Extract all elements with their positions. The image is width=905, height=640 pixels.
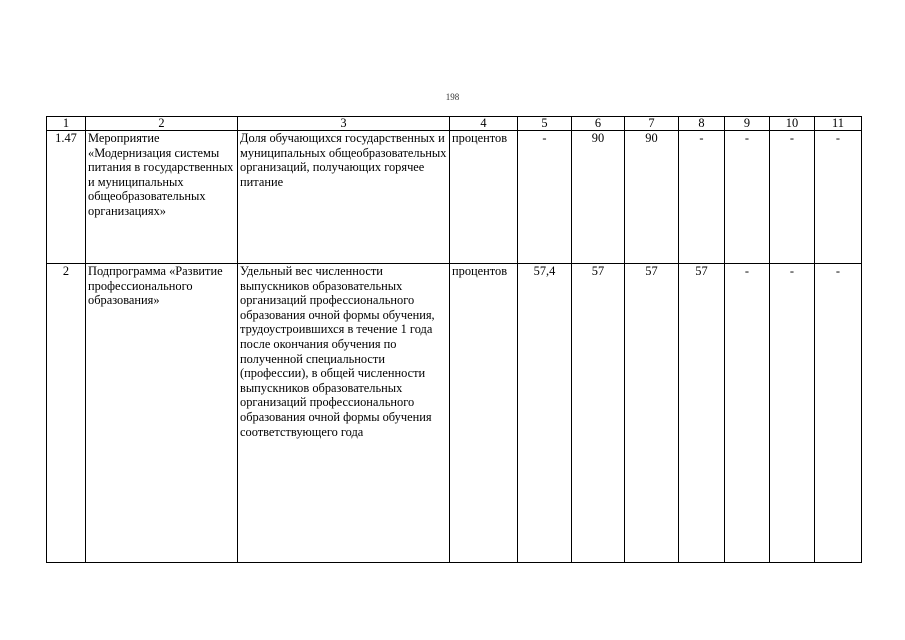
value-col-6: 90 — [572, 131, 625, 264]
header-cell: 10 — [770, 117, 815, 131]
header-cell: 6 — [572, 117, 625, 131]
table-row — [47, 131, 862, 264]
unit-cell: процентов — [450, 131, 518, 264]
table-row — [47, 264, 862, 563]
header-cell: 3 — [238, 117, 450, 131]
value-col-6: 57 — [572, 264, 625, 563]
value-col-7: 57 — [625, 264, 679, 563]
value-col-9: - — [725, 264, 770, 563]
value-col-5: 57,4 — [518, 264, 572, 563]
header-cell: 8 — [679, 117, 725, 131]
header-cell: 4 — [450, 117, 518, 131]
value-col-11: - — [815, 264, 862, 563]
value-col-7: 90 — [625, 131, 679, 264]
indicator-text: Доля обучающихся государственных и муниципальных общеобразовательных организаций, получающих горячее питание — [238, 131, 450, 264]
value-col-11: - — [815, 131, 862, 264]
header-cell: 9 — [725, 117, 770, 131]
header-cell: 11 — [815, 117, 862, 131]
value-col-8: - — [679, 131, 725, 264]
row-number: 1.47 — [47, 131, 86, 264]
header-cell: 7 — [625, 117, 679, 131]
value-col-5: - — [518, 131, 572, 264]
header-cell: 2 — [86, 117, 238, 131]
value-col-8: 57 — [679, 264, 725, 563]
activity-name: Мероприятие «Модернизация системы питания в государственных и муниципальных общеобразовательных организациях» — [86, 131, 238, 264]
value-col-10: - — [770, 131, 815, 264]
header-cell: 5 — [518, 117, 572, 131]
indicator-text: Удельный вес численности выпускников образовательных организаций профессионального образования очной формы обучения, трудоустроившихся в течение 1 года после окончания обучения по полученной специальности (профессии), в общей численности выпускников образовательных организаций профессионального образования очной формы обучения соответствующего года — [238, 264, 450, 563]
header-cell: 1 — [47, 117, 86, 131]
table-header-row — [47, 117, 862, 131]
indicators-table — [46, 116, 862, 563]
row-number: 2 — [47, 264, 86, 563]
value-col-10: - — [770, 264, 815, 563]
value-col-9: - — [725, 131, 770, 264]
unit-cell: процентов — [450, 264, 518, 563]
activity-name: Подпрограмма «Развитие профессионального образования» — [86, 264, 238, 563]
page-number: 198 — [445, 92, 460, 102]
